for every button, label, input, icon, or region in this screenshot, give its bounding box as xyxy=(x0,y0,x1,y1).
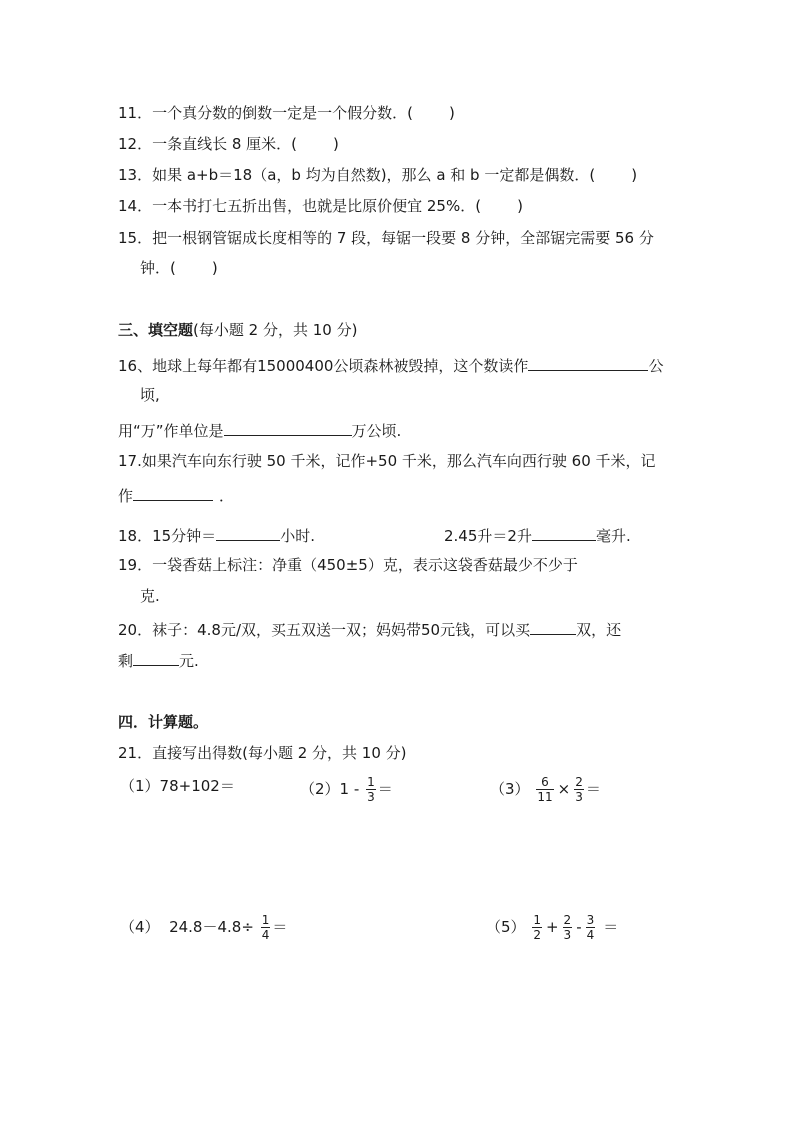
question-12: 12．一条直线长 8 厘米．( ) xyxy=(118,135,339,153)
question-18b: 2.45升＝2升 毫升. xyxy=(444,524,631,546)
question-15-line1: 15．把一根钢管锯成长度相等的 7 段，每锯一段要 8 分钟，全部锯完需要 56 分 xyxy=(118,229,654,247)
question-14: 14．一本书打七五折出售，也就是比原价便宜 25%．( ) xyxy=(118,197,523,215)
calc-item-4: （4） 24.8－4.8÷ $\frac{1}{4}$ ＝ xyxy=(120,913,288,942)
calc-item-1: （1）78+102＝ xyxy=(120,777,235,795)
question-16-line3: 用“万”作单位是 万公顷. xyxy=(118,419,401,441)
question-20-line2: 剩 元. xyxy=(118,649,199,671)
answer-blank[interactable] xyxy=(133,484,213,501)
question-13: 13．如果 a+b＝18（a，b 均为自然数)，那么 a 和 b 一定都是偶数．( ) xyxy=(118,166,638,184)
fraction: $\frac{1}{4}$ xyxy=(261,913,270,942)
section-fill-heading: 三、填空题(每小题 2 分，共 10 分) xyxy=(118,321,358,339)
fraction: $\frac{2}{3}$ xyxy=(563,913,572,942)
question-17-line1: 17.如果汽车向东行驶 50 千米，记作+50 千米，那么汽车向西行驶 60 千米，记 xyxy=(118,452,656,470)
question-16-line1: 16、地球上每年都有15000400公顷森林被毁掉，这个数读作 公 xyxy=(118,354,663,376)
answer-blank[interactable] xyxy=(532,524,596,541)
fraction: $\frac{6}{11}$ xyxy=(537,775,553,804)
answer-blank[interactable] xyxy=(528,354,648,371)
fraction: $\frac{1}{3}$ xyxy=(367,775,375,804)
calc-item-3: （3） $\frac{6}{11}$ × $\frac{2}{3}$ ＝ xyxy=(490,775,601,804)
question-16-line2: 顷, xyxy=(140,386,160,404)
answer-blank[interactable] xyxy=(216,524,280,541)
question-20-line1: 20．袜子：4.8元/双，买五双送一双；妈妈带50元钱，可以买 双，还 xyxy=(118,618,621,640)
section-calc-heading: 四．计算题。 xyxy=(118,713,209,731)
calc-item-5: （5） $\frac{1}{2}$ + $\frac{2}{3}$ - $\frac{3}{4}$ ＝ xyxy=(486,913,619,942)
question-21: 21．直接写出得数(每小题 2 分，共 10 分) xyxy=(118,744,407,762)
question-19-line2: 克. xyxy=(140,587,160,605)
answer-blank[interactable] xyxy=(530,618,576,635)
calc-item-2: （2）1 - $\frac{1}{3}$ ＝ xyxy=(300,775,393,804)
question-19-line1: 19．一袋香菇上标注：净重（450±5）克，表示这袋香菇最少不少于 xyxy=(118,556,578,574)
answer-blank[interactable] xyxy=(224,419,352,436)
question-11: 11．一个真分数的倒数一定是一个假分数．( ) xyxy=(118,104,455,122)
question-17-line2: 作 ． xyxy=(118,484,234,506)
fraction: $\frac{3}{4}$ xyxy=(586,913,595,942)
fraction: $\frac{2}{3}$ xyxy=(575,775,583,804)
answer-blank[interactable] xyxy=(133,649,179,666)
fraction: $\frac{1}{2}$ xyxy=(533,913,541,942)
question-15-line2: 钟．( ) xyxy=(140,259,218,277)
question-18a: 18．15分钟＝ 小时. xyxy=(118,524,315,546)
